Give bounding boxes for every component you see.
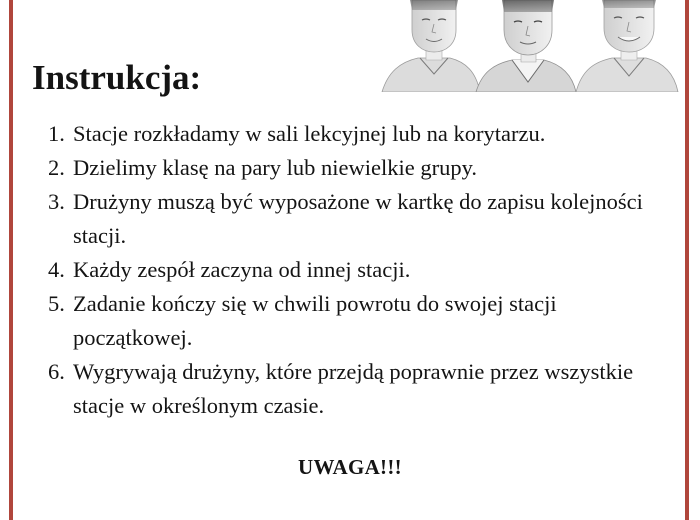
- step-number: 2.: [48, 155, 65, 180]
- step-number: 1.: [48, 121, 65, 146]
- step-text: Stacje rozkładamy w sali lekcyjnej lub na korytarzu.: [73, 121, 546, 146]
- instruction-step: [48, 117, 658, 151]
- instruction-step: [48, 185, 658, 253]
- instruction-step: [48, 355, 658, 423]
- page-title: Instrukcja:: [32, 58, 202, 97]
- instruction-step: [48, 287, 658, 355]
- step-text: Wygrywają drużyny, które przejdą poprawnie przez wszystkie stacje w określonym czasie.: [73, 359, 634, 418]
- step-number: 5.: [48, 291, 65, 316]
- left-border-line: [9, 0, 13, 520]
- step-text: Drużyny muszą być wyposażone w kartkę do zapisu kolejności stacji.: [73, 189, 643, 248]
- step-number: 6.: [48, 359, 65, 384]
- portraits-illustration: [380, 0, 680, 92]
- portrait-middle: [476, 0, 576, 92]
- portrait-right: [576, 0, 678, 92]
- instruction-step: [48, 151, 658, 185]
- step-number: 3.: [48, 189, 65, 214]
- instruction-steps-list: [48, 117, 658, 423]
- instruction-step: [48, 253, 658, 287]
- step-text: Zadanie kończy się w chwili powrotu do swojej stacji początkowej.: [73, 291, 557, 350]
- step-text: Dzielimy klasę na pary lub niewielkie grupy.: [73, 155, 478, 180]
- step-number: 4.: [48, 257, 65, 282]
- portrait-left: [382, 0, 480, 92]
- right-border-line: [685, 0, 689, 520]
- step-text: Każdy zespół zaczyna od innej stacji.: [73, 257, 411, 282]
- warning-notice: UWAGA!!!: [298, 455, 402, 479]
